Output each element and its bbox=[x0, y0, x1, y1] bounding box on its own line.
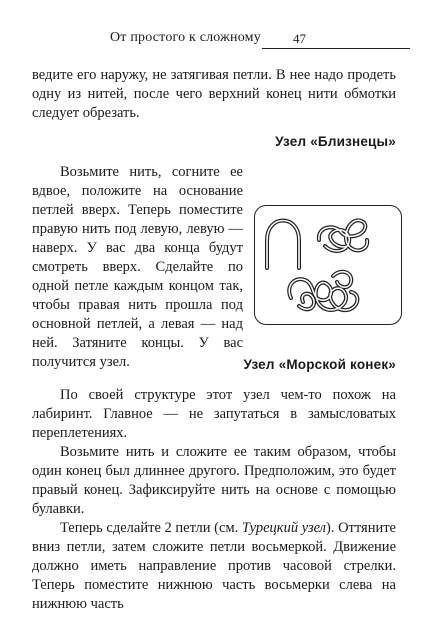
header-rule bbox=[262, 48, 410, 49]
page-number: 47 bbox=[293, 31, 306, 46]
knot-illustration bbox=[254, 205, 402, 325]
paragraph-seahorse-3-rest: ). Оттяните вниз петли, затем сложите петли восьмеркой. Движение должно иметь направление против часовой стрелки. Теперь поместите нижнюю часть восьмерки слева на нижнюю часть bbox=[32, 520, 396, 612]
knot-diagrams bbox=[255, 206, 403, 326]
section-heading-bliznetsy: Узел «Близнецы» bbox=[275, 134, 396, 149]
paragraph-bliznetsy: Возьмите нить, согните ее вдвое, положите на основание петлей вверх. Теперь поместите правую нить под левую, левую — наверх. У вас два конца будут смотреть вверх. Сделайте по одной петле каждым концом так, чтобы правая нить прошла под основной петлей, а левая — над ней. Затяните концы. У вас получится узел. bbox=[32, 164, 243, 370]
running-head: От простого к сложному bbox=[110, 30, 261, 45]
seahorse-knot-diagram bbox=[289, 272, 357, 310]
paragraph-seahorse-3-start: Теперь сделайте 2 петли (см. bbox=[60, 520, 242, 536]
twin-knot-diagram bbox=[319, 220, 367, 251]
paragraph-intro: ведите его наружу, не затягивая петли. В нее надо продеть одну из нитей, после чего верхний конец нити обмотки следует обрезать. bbox=[32, 67, 396, 121]
folded-thread-diagram bbox=[267, 221, 299, 269]
paragraph-seahorse-3 bbox=[32, 519, 396, 614]
paragraph-seahorse-1: По своей структуре этот узел чем-то похож на лабиринт. Главное — не запутаться в замысловатых переплетениях. bbox=[32, 387, 396, 441]
section-heading-morskoy-konek: Узел «Морской конек» bbox=[243, 357, 396, 372]
paragraph-seahorse-2: Возьмите нить и сложите ее таким образом, чтобы один конец был длиннее другого. Предположим, это будет правый конец. Зафиксируйте нить на основе с помощью булавки. bbox=[32, 444, 396, 517]
turkish-knot-reference: Турецкий узел bbox=[241, 520, 326, 536]
